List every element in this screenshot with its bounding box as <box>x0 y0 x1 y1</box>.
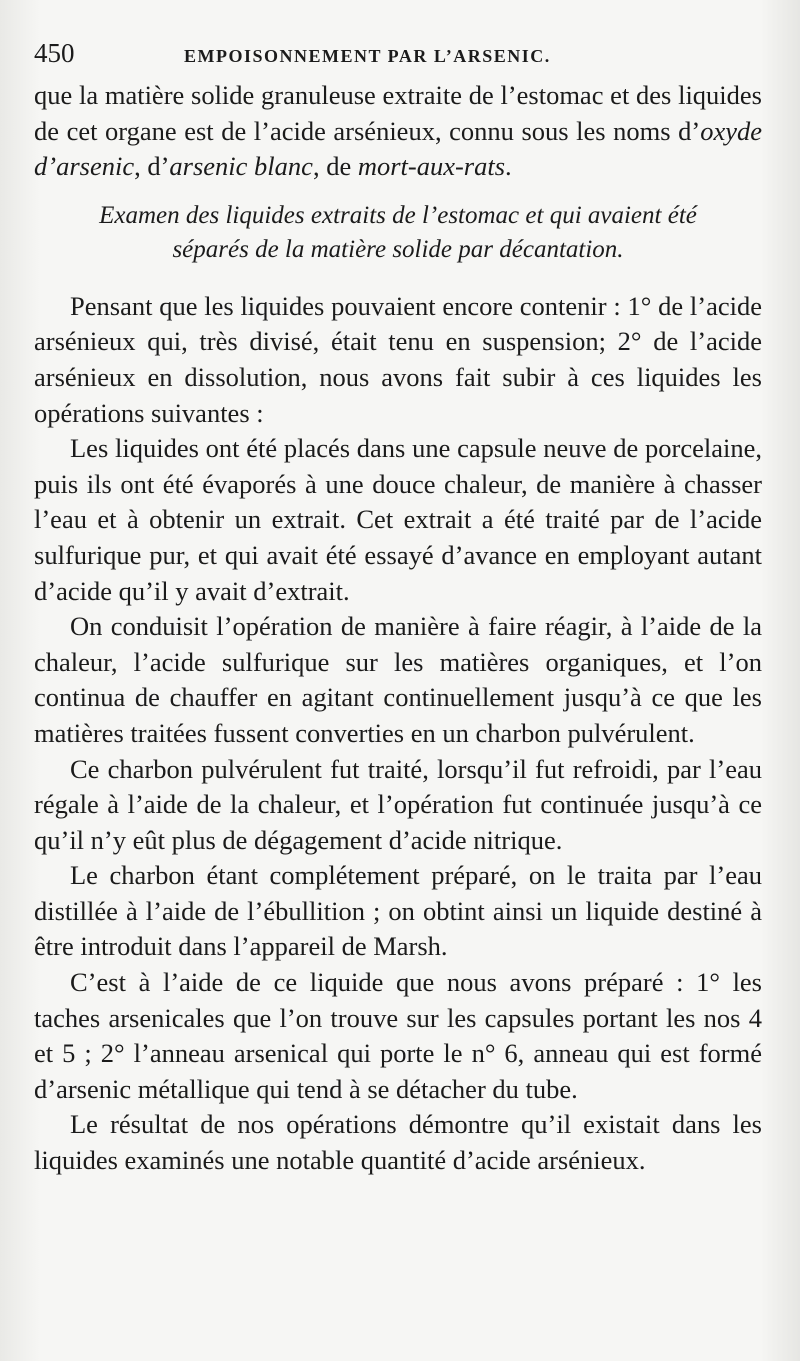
paragraph-2: Les liquides ont été placés dans une capsule neuve de porcelaine, puis ils ont été évaporés à une douce chaleur, de manière à chasser l’eau et à obtenir un extrait. Cet extrait a été traité par de l’acide sulfurique pur, et qui avait été essayé d’avance en employant autant d’acide qu’il y avait d’extrait. <box>34 433 762 606</box>
running-title: EMPOISONNEMENT PAR L’ARSENIC. <box>184 46 551 66</box>
page-number: 450 <box>34 38 75 68</box>
section-title-line-2: séparés de la matière solide par décantation. <box>172 235 624 263</box>
intro-italic-1: oxyde d’arsenic <box>34 115 762 182</box>
intro-text-4: . <box>505 151 512 182</box>
page-body <box>34 78 762 1179</box>
paragraph-5: Le charbon étant complétement préparé, on le traita par l’eau distillée à l’aide de l’ébullition ; on obtint ainsi un liquide destiné à être introduit dans l’appareil de Marsh. <box>34 860 762 962</box>
section-title <box>34 199 762 267</box>
intro-italic-2: arsenic blanc <box>169 151 313 182</box>
paragraph-6: C’est à l’aide de ce liquide que nous avons préparé : 1° les taches arsenicales que l’on trouve sur les capsules portant les nos 4 et 5 ; 2° l’anneau arsenical qui porte le n° 6, anneau qui est formé d’arsenic métallique qui tend à se détacher du tube. <box>34 967 762 1104</box>
section-title-line-1: Examen des liquides extraits de l’estomac et qui avaient été <box>99 201 697 229</box>
intro-paragraph <box>34 78 762 185</box>
paragraph-4: Ce charbon pulvérulent fut traité, lorsqu’il fut refroidi, par l’eau régale à l’aide de la chaleur, et l’opération fut continuée jusqu’à ce qu’il n’y eût plus de dégagement d’acide nitrique. <box>34 753 762 855</box>
intro-text-3: , de <box>312 151 358 182</box>
intro-text-2: , d’ <box>134 151 170 182</box>
paragraph-1: Pensant que les liquides pouvaient encore contenir : 1° de l’acide arsénieux qui, très divisé, était tenu en suspension; 2° de l’acide arsénieux en dissolution, nous avons fait subir à ces liquides les opérations suivantes : <box>34 290 762 428</box>
intro-italic-3: mort-aux-rats <box>357 151 506 182</box>
paragraph-3: On conduisit l’opération de manière à faire réagir, à l’aide de la chaleur, l’acide sulfurique sur les matières organiques, et l’on continua de chauffer en agitant continuellement jusqu’à ce que les matières traitées fussent converties en un charbon pulvérulent. <box>34 611 762 748</box>
intro-text-1: que la matière solide granuleuse extraite de l’estomac et des liquides de cet organe est de l’acide arsénieux, connu sous les noms d’ <box>34 80 762 146</box>
paragraph-7: Le résultat de nos opérations démontre qu’il existait dans les liquides examinés une notable quantité d’acide arsénieux. <box>34 1109 762 1176</box>
page-header <box>34 38 762 78</box>
